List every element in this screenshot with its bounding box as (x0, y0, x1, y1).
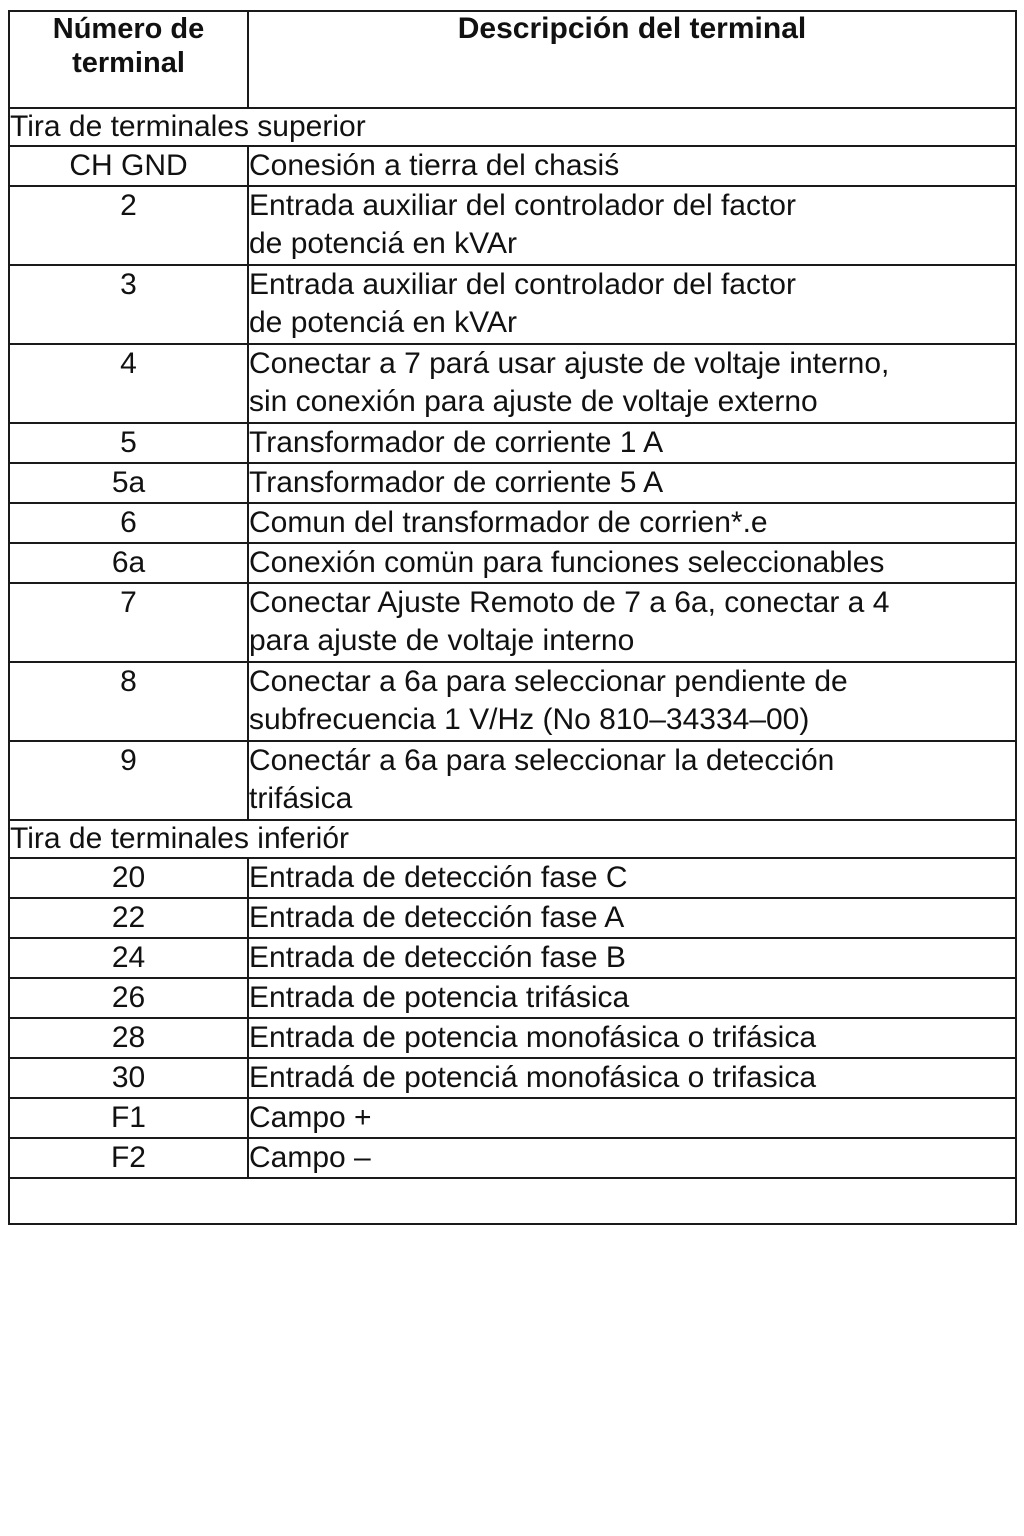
terminal-description (248, 344, 1016, 423)
terminal-description (248, 265, 1016, 344)
terminal-description (248, 146, 1016, 186)
header-terminal-number (9, 11, 248, 108)
table-row (9, 662, 1016, 741)
terminal-number: 2 (9, 186, 248, 265)
description-line: Transformador de corriente 1 A (249, 426, 664, 459)
table-row (9, 543, 1016, 583)
terminal-number: F2 (9, 1138, 248, 1178)
terminal-description (248, 186, 1016, 265)
description-line: Transformador de corriente 5 A (249, 466, 664, 499)
description-line: Entrada de potencia trifásica (249, 981, 630, 1014)
description-line: de potenciá en kVAr (249, 306, 517, 339)
table-row (9, 344, 1016, 423)
empty-footer-cell (9, 1178, 1016, 1224)
description-line: Entrada de detección fase B (249, 941, 626, 974)
table-row (9, 898, 1016, 938)
terminal-description (248, 1098, 1016, 1138)
terminal-description (248, 583, 1016, 662)
section-title-upper: Tira de terminales superior (9, 108, 1016, 146)
table-row (9, 741, 1016, 820)
terminal-table (8, 10, 1017, 1225)
header-terminal-number-line1: Número de (52, 13, 205, 45)
description-line: para ajuste de voltaje interno (249, 624, 635, 657)
table-row (9, 265, 1016, 344)
terminal-number: 28 (9, 1018, 248, 1058)
terminal-number: 5 (9, 423, 248, 463)
table-row (9, 1058, 1016, 1098)
terminal-number: 24 (9, 938, 248, 978)
table-row (9, 146, 1016, 186)
terminal-number: 30 (9, 1058, 248, 1098)
terminal-number: 3 (9, 265, 248, 344)
description-line: Conexión comün para funciones seleccionables (249, 546, 885, 579)
description-line: Entrada de potencia monofásica o trifásica (249, 1021, 816, 1054)
terminal-number: 6a (9, 543, 248, 583)
table-row (9, 978, 1016, 1018)
table-row (9, 583, 1016, 662)
header-terminal-description: Descripción del terminal (248, 11, 1016, 108)
terminal-number: 4 (9, 344, 248, 423)
section-row-lower (9, 820, 1016, 858)
terminal-number: 20 (9, 858, 248, 898)
description-line: Entrada auxiliar del controlador del factor (249, 268, 796, 301)
description-line: Conectar a 6a para seleccionar pendiente de (249, 665, 848, 698)
description-line: Entrada de detección fase C (249, 861, 628, 894)
terminal-description (248, 662, 1016, 741)
header-terminal-number-line2: terminal (72, 47, 185, 79)
table-row (9, 503, 1016, 543)
description-line: Entrada auxiliar del controlador del factor (249, 189, 796, 222)
header-row (9, 11, 1016, 108)
terminal-description (248, 858, 1016, 898)
terminal-description (248, 898, 1016, 938)
table-row (9, 1138, 1016, 1178)
terminal-number: 8 (9, 662, 248, 741)
terminal-number: CH GND (9, 146, 248, 186)
description-line: Campo + (249, 1101, 372, 1134)
description-line: Comun del transformador de corrien*.e (249, 506, 768, 539)
terminal-description (248, 1058, 1016, 1098)
description-line: Entrada de detección fase A (249, 901, 625, 934)
description-line: Entradá de potenciá monofásica o trifasica (249, 1061, 816, 1094)
table-row (9, 938, 1016, 978)
table-row (9, 1018, 1016, 1058)
table-row (9, 858, 1016, 898)
empty-footer-row (9, 1178, 1016, 1224)
terminal-description (248, 1018, 1016, 1058)
terminal-description (248, 463, 1016, 503)
terminal-description (248, 978, 1016, 1018)
section-row-upper (9, 108, 1016, 146)
description-line: subfrecuencia 1 V/Hz (No 810–34334–00) (249, 703, 810, 736)
table-row (9, 1098, 1016, 1138)
terminal-number: 6 (9, 503, 248, 543)
terminal-description (248, 741, 1016, 820)
terminal-number: 9 (9, 741, 248, 820)
terminal-number: 5a (9, 463, 248, 503)
section-title-lower: Tira de terminales inferiór (9, 820, 1016, 858)
description-line: sin conexión para ajuste de voltaje externo (249, 385, 818, 418)
terminal-number: 26 (9, 978, 248, 1018)
terminal-description (248, 543, 1016, 583)
terminal-description (248, 423, 1016, 463)
terminal-description (248, 1138, 1016, 1178)
terminal-number: 22 (9, 898, 248, 938)
description-line: Campo – (249, 1141, 371, 1174)
terminal-number: 7 (9, 583, 248, 662)
terminal-description (248, 503, 1016, 543)
terminal-number: F1 (9, 1098, 248, 1138)
description-line: Conectar Ajuste Remoto de 7 a 6a, conectar a 4 (249, 586, 890, 619)
terminal-description (248, 938, 1016, 978)
table-row (9, 463, 1016, 503)
description-line: trifásica (249, 782, 353, 815)
table-row (9, 423, 1016, 463)
description-line: de potenciá en kVAr (249, 227, 517, 260)
description-line: Conectár a 6a para seleccionar la detección (249, 744, 835, 777)
table-row (9, 186, 1016, 265)
description-line: Conesión a tierra del chasiś (249, 149, 620, 182)
description-line: Conectar a 7 pará usar ajuste de voltaje interno, (249, 347, 890, 380)
